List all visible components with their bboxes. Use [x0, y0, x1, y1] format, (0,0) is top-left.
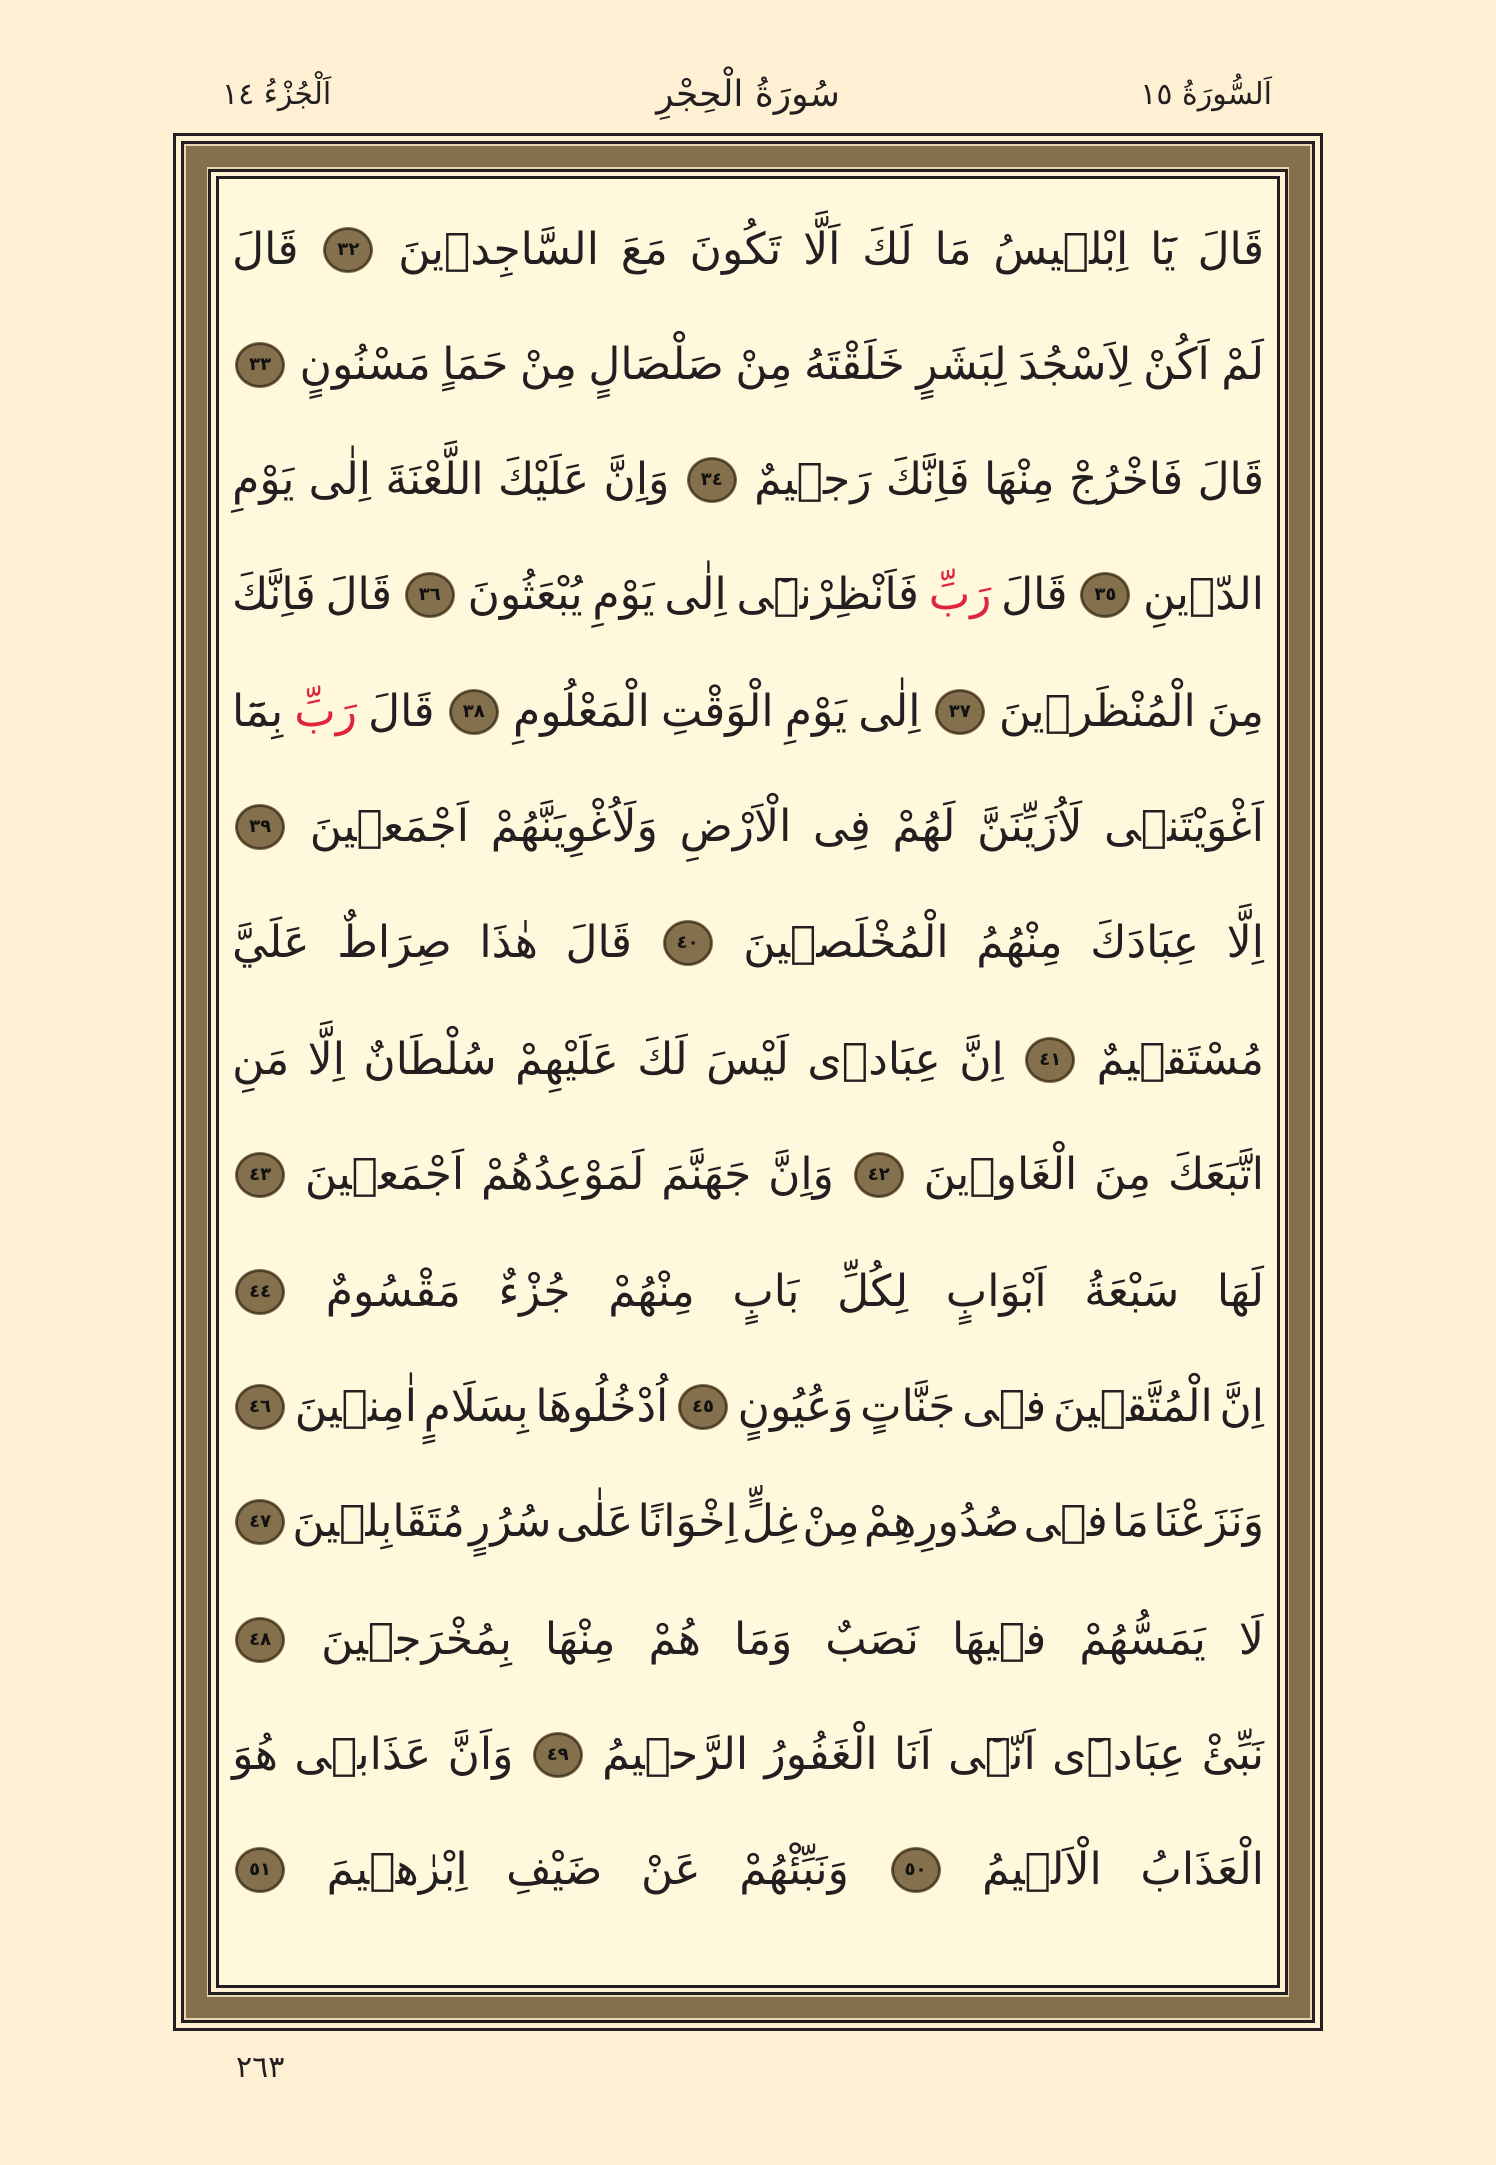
text-line	[232, 1815, 1264, 1925]
word: لَيْسَ	[706, 1034, 789, 1085]
word: مِنَ	[1094, 1149, 1152, 1200]
word: السَّاجِدٖينَ	[398, 224, 599, 275]
ayah-number-marker: ٣٩	[236, 805, 284, 849]
ayah-number-marker: ٤٤	[236, 1270, 284, 1314]
word: فَاِنَّكَ	[885, 454, 970, 505]
word: مَا	[1112, 1496, 1149, 1547]
word: عَذَابٖى	[294, 1729, 432, 1780]
word: يَوْمِ	[232, 454, 295, 505]
word: اِلَّا	[1226, 917, 1264, 968]
word: صُدُورِهِمْ	[863, 1496, 1020, 1547]
word: نَصَبٌ	[825, 1614, 919, 1665]
word: جُزْءٌ	[498, 1266, 571, 1317]
word: اتَّبَعَكَ	[1167, 1149, 1264, 1200]
ayah-number-marker: ٣٢	[324, 228, 372, 272]
highlighted-word: رَبِّ	[294, 686, 357, 737]
word: اِنَّ	[959, 1034, 1004, 1085]
word: سُلْطَانٌ	[363, 1034, 497, 1085]
word: جَهَنَّمَ	[661, 1149, 752, 1200]
word: اٰمِنٖينَ	[294, 1381, 417, 1432]
text-line	[232, 1700, 1264, 1810]
word: مِنَ	[1206, 686, 1264, 737]
word: مُسْتَقٖيمٌ	[1096, 1034, 1264, 1085]
word: يَوْمِ	[784, 686, 847, 737]
page-header	[0, 70, 1496, 130]
word: الْغَفُورُ	[764, 1729, 878, 1780]
text-line	[232, 772, 1264, 882]
word: فَاخْرُجْ	[1068, 454, 1184, 505]
ayah-number-marker: ٤٠	[664, 921, 712, 965]
word: يُبْعَثُونَ	[467, 569, 583, 620]
ayah-number-marker: ٣٤	[688, 458, 736, 502]
word: اِلٰى	[858, 686, 921, 737]
text-line	[232, 540, 1264, 650]
word: يَمَسُّهُمْ	[1079, 1614, 1206, 1665]
word: وَنَزَعْنَا	[1153, 1496, 1264, 1547]
word: سُرُرٍ	[469, 1496, 552, 1547]
word: الْمُخْلَصٖينَ	[743, 917, 949, 968]
word: الْوَقْتِ	[660, 686, 774, 737]
ayah-number-marker: ٣٦	[406, 573, 454, 617]
word: مِنْهَا	[544, 1614, 616, 1665]
word: الْغَاوٖينَ	[923, 1149, 1078, 1200]
word: يَٓا	[1150, 224, 1176, 275]
text-line	[232, 195, 1264, 305]
word: الرَّحٖيمُ	[602, 1729, 749, 1780]
word: بَابٍ	[732, 1266, 800, 1317]
word: غِلٍّ	[741, 1496, 799, 1547]
word: اَكُنْ	[1143, 339, 1210, 390]
word: اِبْرٰهٖيمَ	[326, 1844, 468, 1895]
text-line	[232, 1120, 1264, 1230]
word: بِمَٓا	[232, 686, 284, 737]
word: اِلَّا	[307, 1034, 345, 1085]
word: اَجْمَعٖينَ	[304, 1149, 465, 1200]
word: الْاَلٖيمُ	[982, 1844, 1102, 1895]
word: اَغْوَيْتَنٖى	[1104, 801, 1264, 852]
ayah-number-marker: ٥٠	[892, 1848, 940, 1892]
word: مِنْ	[519, 339, 577, 390]
word: وَمَا	[734, 1614, 793, 1665]
word: وَنَبِّئْهُمْ	[739, 1844, 849, 1895]
word: لَا	[1238, 1614, 1264, 1665]
quran-text-panel	[232, 195, 1264, 1975]
word: الْمُنْظَرٖينَ	[998, 686, 1196, 737]
text-line	[232, 888, 1264, 998]
word: قَالَ	[325, 569, 392, 620]
word: الْاَرْضِ	[679, 801, 792, 852]
word: مَا	[934, 224, 972, 275]
ayah-number-marker: ٤٨	[236, 1618, 284, 1662]
ayah-number-marker: ٤٦	[236, 1385, 284, 1429]
word: فٖيهَا	[951, 1614, 1047, 1665]
text-line	[232, 1237, 1264, 1347]
word: حَمَاٍ	[442, 339, 509, 390]
word: لَهَا	[1216, 1266, 1264, 1317]
ayah-number-marker: ٤٢	[855, 1153, 903, 1197]
word: فٖى	[1023, 1496, 1108, 1547]
word: بِسَلَامٍ	[423, 1381, 529, 1432]
word: هٰذَا	[479, 917, 538, 968]
word: وَاَنَّ	[447, 1729, 514, 1780]
word: اِنَّ	[1219, 1381, 1264, 1432]
word: اِبْلٖيسُ	[993, 224, 1129, 275]
word: لَاُزَيِّنَنَّ	[977, 801, 1083, 852]
word: وَاِنَّ	[603, 454, 670, 505]
word: هُوَ	[232, 1729, 278, 1780]
word: لَمَوْعِدُهُمْ	[480, 1149, 645, 1200]
page-number: ٢٦٣	[236, 2050, 285, 2085]
text-line	[232, 1005, 1264, 1115]
text-line	[232, 310, 1264, 420]
word: فَاِنَّكَ	[232, 569, 316, 620]
word: الْمَعْلُومِ	[512, 686, 650, 737]
word: اللَّعْنَةَ	[385, 454, 484, 505]
word: اِلٰى	[308, 454, 371, 505]
word: اَنَا	[893, 1729, 932, 1780]
word: وَعُيُونٍ	[737, 1381, 854, 1432]
word: مَعَ	[620, 224, 668, 275]
word: صَلْصَالٍ	[588, 339, 724, 390]
word: اَنّٖٓى	[948, 1729, 1036, 1780]
ayah-number-marker: ٤١	[1026, 1038, 1074, 1082]
word: مُتَقَابِلٖينَ	[292, 1496, 465, 1547]
ayah-number-marker: ٥١	[236, 1848, 284, 1892]
word: اُدْخُلُوهَا	[535, 1381, 669, 1432]
word: فَاَنْظِرْنٖٓى	[736, 569, 919, 620]
word: مِنْهُمْ	[608, 1266, 695, 1317]
word: عَلٰى	[555, 1496, 634, 1547]
word: ضَيْفِ	[506, 1844, 603, 1895]
word: اَبْوَابٍ	[945, 1266, 1047, 1317]
word: اِخْوَانًا	[637, 1496, 738, 1547]
word: اَجْمَعٖينَ	[309, 801, 470, 852]
word: خَلَقْتَهُ	[803, 339, 905, 390]
word: قَالَ	[1197, 454, 1264, 505]
ayah-number-marker: ٤٩	[534, 1733, 582, 1777]
word: صِرَاطٌ	[337, 917, 452, 968]
ayah-number-marker: ٣٥	[1081, 573, 1129, 617]
word: قَالَ	[368, 686, 435, 737]
word: اِلٰى	[664, 569, 727, 620]
word: الدّٖينِ	[1143, 569, 1264, 620]
word: عِبَادَكَ	[1090, 917, 1200, 968]
word: مَقْسُومٌ	[325, 1266, 461, 1317]
word: وَلَاُغْوِيَنَّهُمْ	[490, 801, 658, 852]
word: الْمُتَّقٖينَ	[1052, 1381, 1213, 1432]
word: لِكُلِّ	[837, 1266, 909, 1317]
word: قَالَ	[1001, 569, 1068, 620]
word: عَلَيَّ	[232, 917, 310, 968]
text-line	[232, 425, 1264, 535]
text-line	[232, 1352, 1264, 1462]
word: مِنْ	[802, 1496, 860, 1547]
word: الْعَذَابُ	[1140, 1844, 1264, 1895]
word: مَنِ	[232, 1034, 290, 1085]
word: يَوْمِ	[592, 569, 655, 620]
highlighted-word: رَبِّ	[928, 569, 992, 620]
word: عَلَيْهِمْ	[515, 1034, 619, 1085]
word: تَكُونَ	[689, 224, 782, 275]
ayah-number-marker: ٣٧	[936, 690, 984, 734]
word: عِبَادٖى	[807, 1034, 941, 1085]
word: لَمْ	[1221, 339, 1264, 390]
word: عَنْ	[640, 1844, 701, 1895]
word: لِاَسْجُدَ	[1018, 339, 1132, 390]
word: عَلَيْكَ	[498, 454, 590, 505]
word: مِنْهَا	[983, 454, 1055, 505]
word: فِى	[813, 801, 871, 852]
juz-label: اَلْجُزْءُ ١٤	[222, 77, 332, 112]
ayah-number-marker: ٤٧	[236, 1500, 284, 1544]
word: قَالَ	[232, 224, 299, 275]
word: لَكَ	[637, 1034, 688, 1085]
ayah-number-marker: ٤٣	[236, 1153, 284, 1197]
ayah-number-marker: ٤٥	[679, 1385, 727, 1429]
word: وَاِنَّ	[768, 1149, 834, 1200]
word: نَبِّئْ	[1201, 1729, 1264, 1780]
word: اَلَّا	[803, 224, 841, 275]
word: بِمُخْرَجٖينَ	[321, 1614, 512, 1665]
word: لَكَ	[862, 224, 913, 275]
word: مِنْهُمُ	[976, 917, 1063, 968]
word: عِبَادٖٓى	[1052, 1729, 1186, 1780]
text-line	[232, 657, 1264, 767]
surah-number-label: اَلسُّورَةُ ١٥	[1140, 77, 1272, 112]
text-line	[232, 1467, 1264, 1577]
word: قَالَ	[1197, 224, 1264, 275]
surah-title: سُورَةُ الْحِجْرِ	[656, 74, 840, 115]
word: هُمْ	[648, 1614, 701, 1665]
text-line	[232, 1585, 1264, 1695]
word: قَالَ	[565, 917, 632, 968]
word: سَبْعَةُ	[1084, 1266, 1180, 1317]
word: رَجٖيمٌ	[754, 454, 872, 505]
word: جَنَّاتٍ	[860, 1381, 956, 1432]
ayah-number-marker: ٣٣	[236, 343, 284, 387]
word: مِنْ	[735, 339, 793, 390]
ayah-number-marker: ٣٨	[450, 690, 498, 734]
word: فٖى	[962, 1381, 1047, 1432]
word: لِبَشَرٍ	[916, 339, 1007, 390]
word: مَسْنُونٍ	[299, 339, 431, 390]
word: لَهُمْ	[892, 801, 956, 852]
